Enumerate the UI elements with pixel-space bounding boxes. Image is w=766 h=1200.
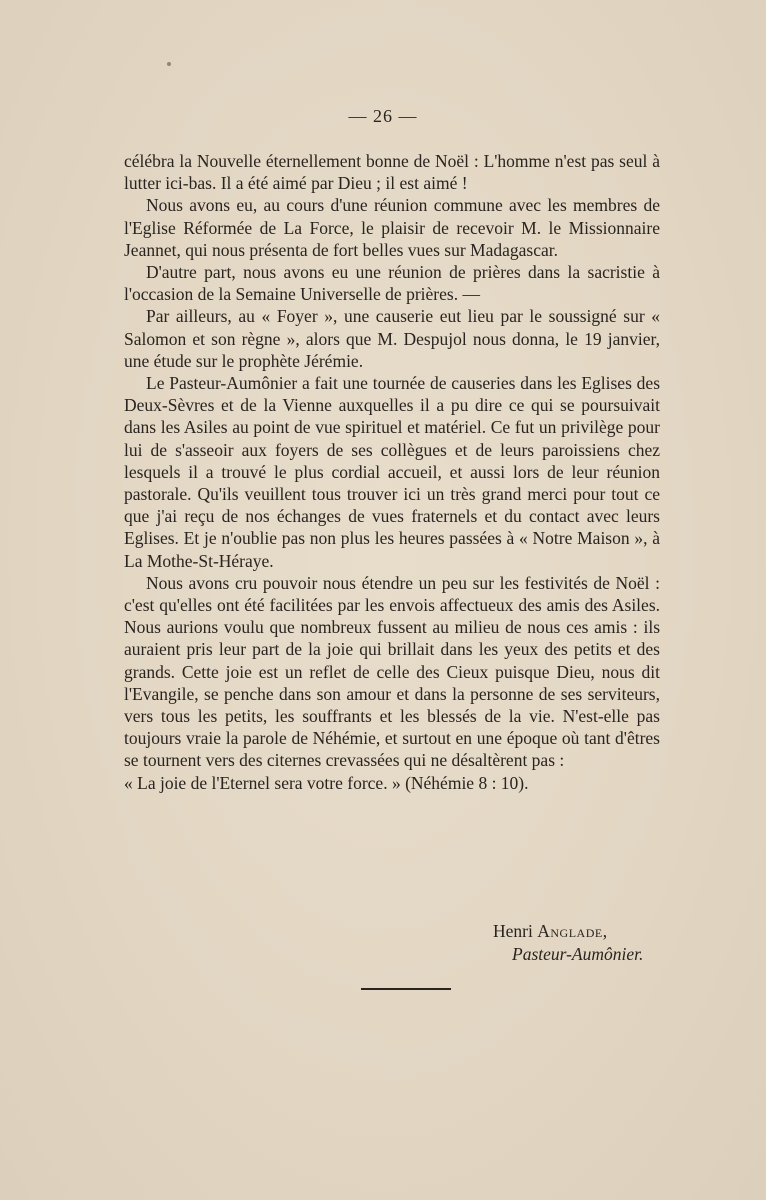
- quotation-line: « La joie de l'Eternel sera votre force. » (Néhémie 8 : 10).: [124, 772, 529, 793]
- paragraph-2: Nous avons eu, au cours d'une réunion commune avec les membres de l'Eglise Réformée de La Force, le plaisir de recevoir M. le Missionnaire Jeannet, qui nous présenta de fort belles vues sur Madagascar.: [124, 195, 660, 260]
- signature-block: [490, 920, 690, 966]
- body-text: [124, 150, 660, 794]
- paragraph-4: Par ailleurs, au « Foyer », une causerie eut lieu par le soussigné sur « Salomon et son règne », alors que M. Despujol nous donna, le 19 janvier, une étude sur le prophète Jérémie.: [124, 306, 660, 371]
- paper-speck: [167, 62, 171, 66]
- paragraph-1: célébra la Nouvelle éternellement bonne de Noël : L'homme n'est pas seul à lutter ici-bas. Il a été aimé par Dieu ; il est aimé !: [124, 151, 660, 194]
- paragraph-6: Nous avons cru pouvoir nous étendre un peu sur les festivités de Noël : c'est qu'elles ont été facilitées par les envois affectueux des amis des Asiles. Nous aurions voulu que nombreux fussent au milieu de nous ces amis : ils auraient pris leur part de la joie qui brillait dans les yeux des petits et des grands. Cette joie est un reflet de celle des Cieux puisque Dieu, nous dit l'Evangile, se penche dans son amour et dans la personne de ses serviteurs, vers tous les petits, les souffrants et les blessés de la vie. N'est-elle pas toujours vraie la parole de Néhémie, et surtout en une époque où tant d'êtres se tournent vers des citernes crevassées qui ne désaltèrent pas :: [124, 572, 660, 771]
- signature-last-name: Anglade,: [537, 921, 608, 941]
- signature-title: Pasteur-Aumônier.: [512, 944, 644, 964]
- signature-name: [490, 920, 690, 943]
- paragraph-3: D'autre part, nous avons eu une réunion de prières dans la sacristie à l'occasion de la Semaine Universelle de prières. —: [124, 262, 660, 305]
- closing-rule: [361, 988, 451, 990]
- page-number: — 26 —: [348, 106, 418, 126]
- paragraph-5: Le Pasteur-Aumônier a fait une tournée de causeries dans les Eglises des Deux-Sèvres et de la Vienne auxquelles il a pu dire ce qui se poursuivait dans les Asiles au point de vue spirituel et matériel. Ce fut un privilège pour lui de s'asseoir aux foyers de ses collègues et de leurs paroissiens chez lesquels il a trouvé le plus cordial accueil, et aussi lors de leur réunion pastorale. Qu'ils veuillent tous trouver ici un très grand merci pour tout ce que j'ai reçu de nos échanges de vues fraternels et du contact avec leurs Eglises. Et je n'oublie pas non plus les heures passées à « Notre Maison », à La Mothe-St-Héraye.: [124, 373, 660, 571]
- signature-first-name: Henri: [493, 921, 533, 941]
